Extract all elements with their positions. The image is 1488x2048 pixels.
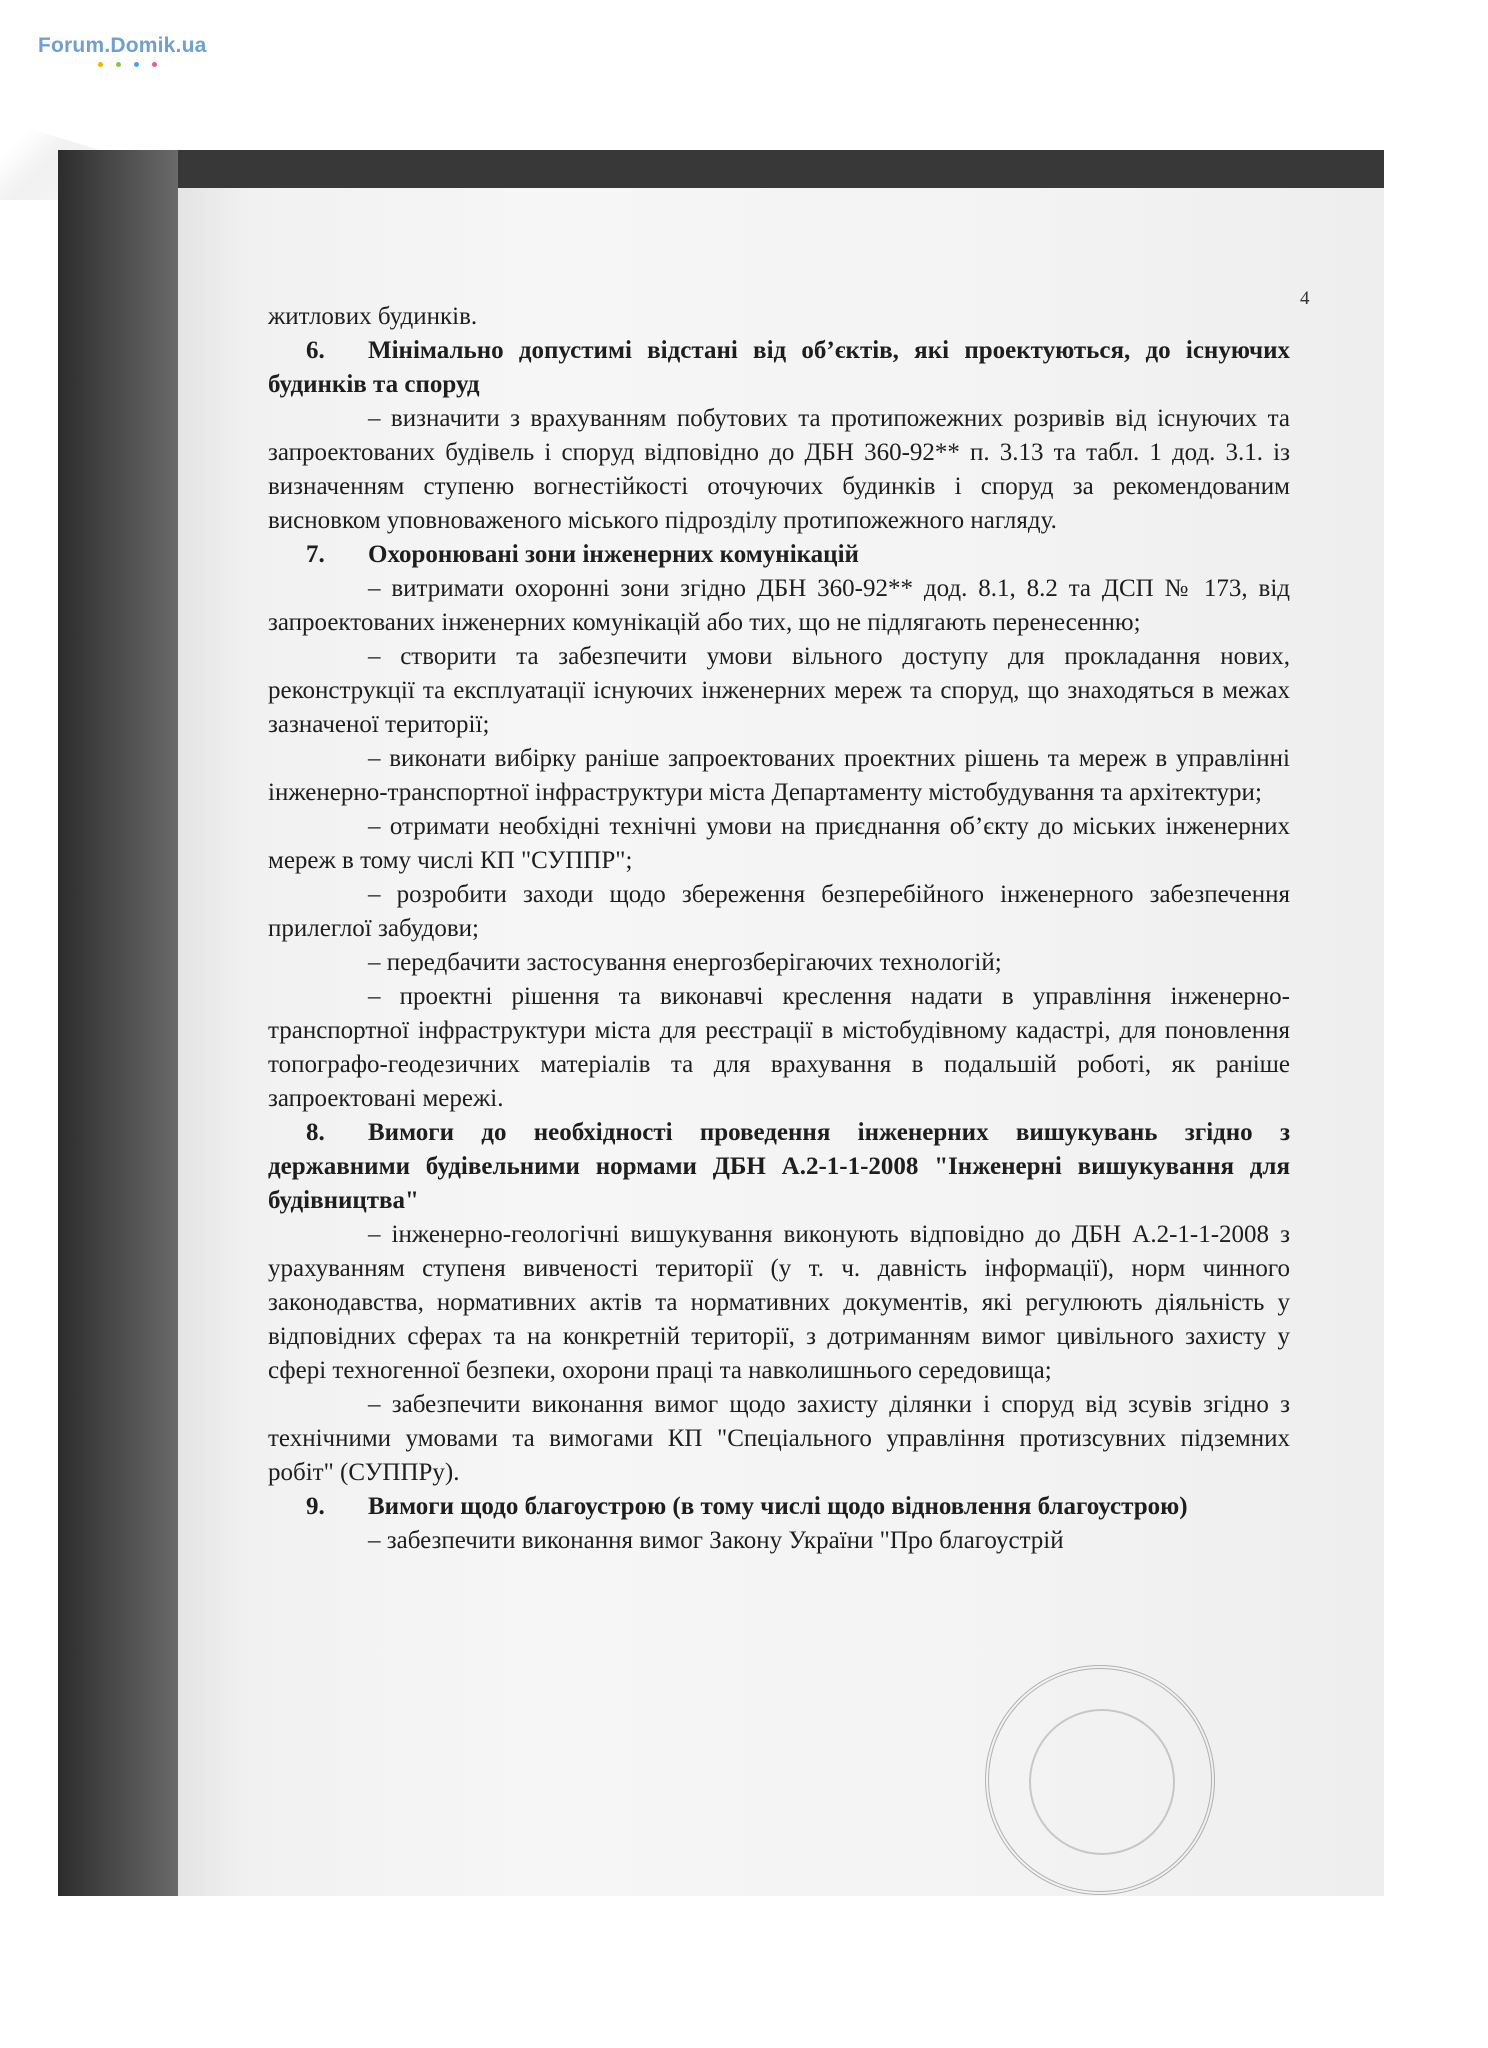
section-number: 6.: [306, 337, 325, 364]
section-number: 7.: [306, 541, 325, 568]
list-item: – отримати необхідні технічні умови на приєднання об’єкту до міських інженерних мереж в тому числі КП "СУППР";: [268, 813, 1290, 874]
watermark-logo: Forum.Domik.ua: [38, 34, 207, 57]
watermark-dot: [134, 62, 139, 67]
watermark-dot: [116, 62, 121, 67]
section-heading-text: Вимоги до необхідності проведення інженерних вишукувань згідно з державними будівельними нормами ДБН А.2-1-1-2008 "Інженерні вишукування для будівництва": [268, 1119, 1290, 1214]
watermark-dot: [98, 62, 103, 67]
section-heading: [268, 1116, 1290, 1218]
section-heading-text: Мінімально допустимі відстані від об’єктів, які проектуються, до існуючих будинків та споруд: [268, 337, 1290, 398]
list-item: – визначити з врахуванням побутових та протипожежних розривів від існуючих та запроектованих будівель і споруд відповідно до ДБН 360-92** п. 3.13 та табл. 1 дод. 3.1. із визначенням ступеню вогнестійкості оточуючих будинків і споруд за рекомендованим висновком уповноваженого міського підрозділу протипожежного нагляду.: [268, 405, 1290, 534]
list-item: – забезпечити виконання вимог Закону України "Про благоустрій: [368, 1527, 1064, 1554]
list-item: – витримати охоронні зони згідно ДБН 360-92** дод. 8.1, 8.2 та ДСП № 173, від запроектованих інженерних комунікацій або тих, що не підлягають перенесенню;: [268, 575, 1290, 636]
section-heading-text: Охоронювані зони інженерних комунікацій: [368, 541, 859, 568]
paragraph: житлових будинків.: [268, 303, 478, 330]
list-item: – забезпечити виконання вимог щодо захисту ділянки і споруд від зсувів згідно з технічними умовами та вимогами КП "Спеціального управління протизсувних підземних робіт" (СУППРу).: [268, 1391, 1290, 1486]
list-item: – інженерно-геологічні вишукування виконують відповідно до ДБН А.2-1-1-2008 з урахуванням ступеня вивченості території (у т. ч. давність інформації), норм чинного законодавства, нормативних актів та нормативних документів, які регулюють діяльність у відповідних сферах та на конкретній території, з дотриманням вимог цивільного захисту у сфері техногенної безпеки, охорони праці та навколишнього середовища;: [268, 1221, 1290, 1384]
section-heading: [268, 538, 1290, 572]
document-body: [268, 300, 1290, 1558]
watermark-dot: [152, 62, 157, 67]
page-binding-shadow: [58, 150, 178, 1896]
list-item: – передбачити застосування енергозберігаючих технологій;: [368, 949, 1002, 976]
page-number: 4: [1300, 288, 1310, 309]
list-item: – проектні рішення та виконавчі креслення надати в управління інженерно-транспортної інфраструктури міста для реєстрації в містобудівному кадастрі, для поновлення топографо-геодезичних матеріалів та для врахування в подальшій роботі, як раніше запроектовані мережі.: [268, 983, 1290, 1112]
section-number: 9.: [306, 1493, 325, 1520]
section-heading: [268, 334, 1290, 402]
list-item: – створити та забезпечити умови вільного доступу для прокладання нових, реконструкції та експлуатації існуючих інженерних мереж та споруд, що знаходяться в межах зазначеної території;: [268, 643, 1290, 738]
section-heading-text: Вимоги щодо благоустрою (в тому числі щодо відновлення благоустрою): [368, 1493, 1188, 1520]
section-heading: [268, 1490, 1290, 1524]
official-seal-stamp: [985, 1665, 1215, 1895]
list-item: – виконати вибірку раніше запроектованих проектних рішень та мереж в управлінні інженерно-транспортної інфраструктури міста Департаменту містобудування та архітектури;: [268, 745, 1290, 806]
list-item: – розробити заходи щодо збереження безперебійного інженерного забезпечення прилеглої забудови;: [268, 881, 1290, 942]
watermark-dots: [98, 62, 157, 67]
section-number: 8.: [306, 1119, 325, 1146]
